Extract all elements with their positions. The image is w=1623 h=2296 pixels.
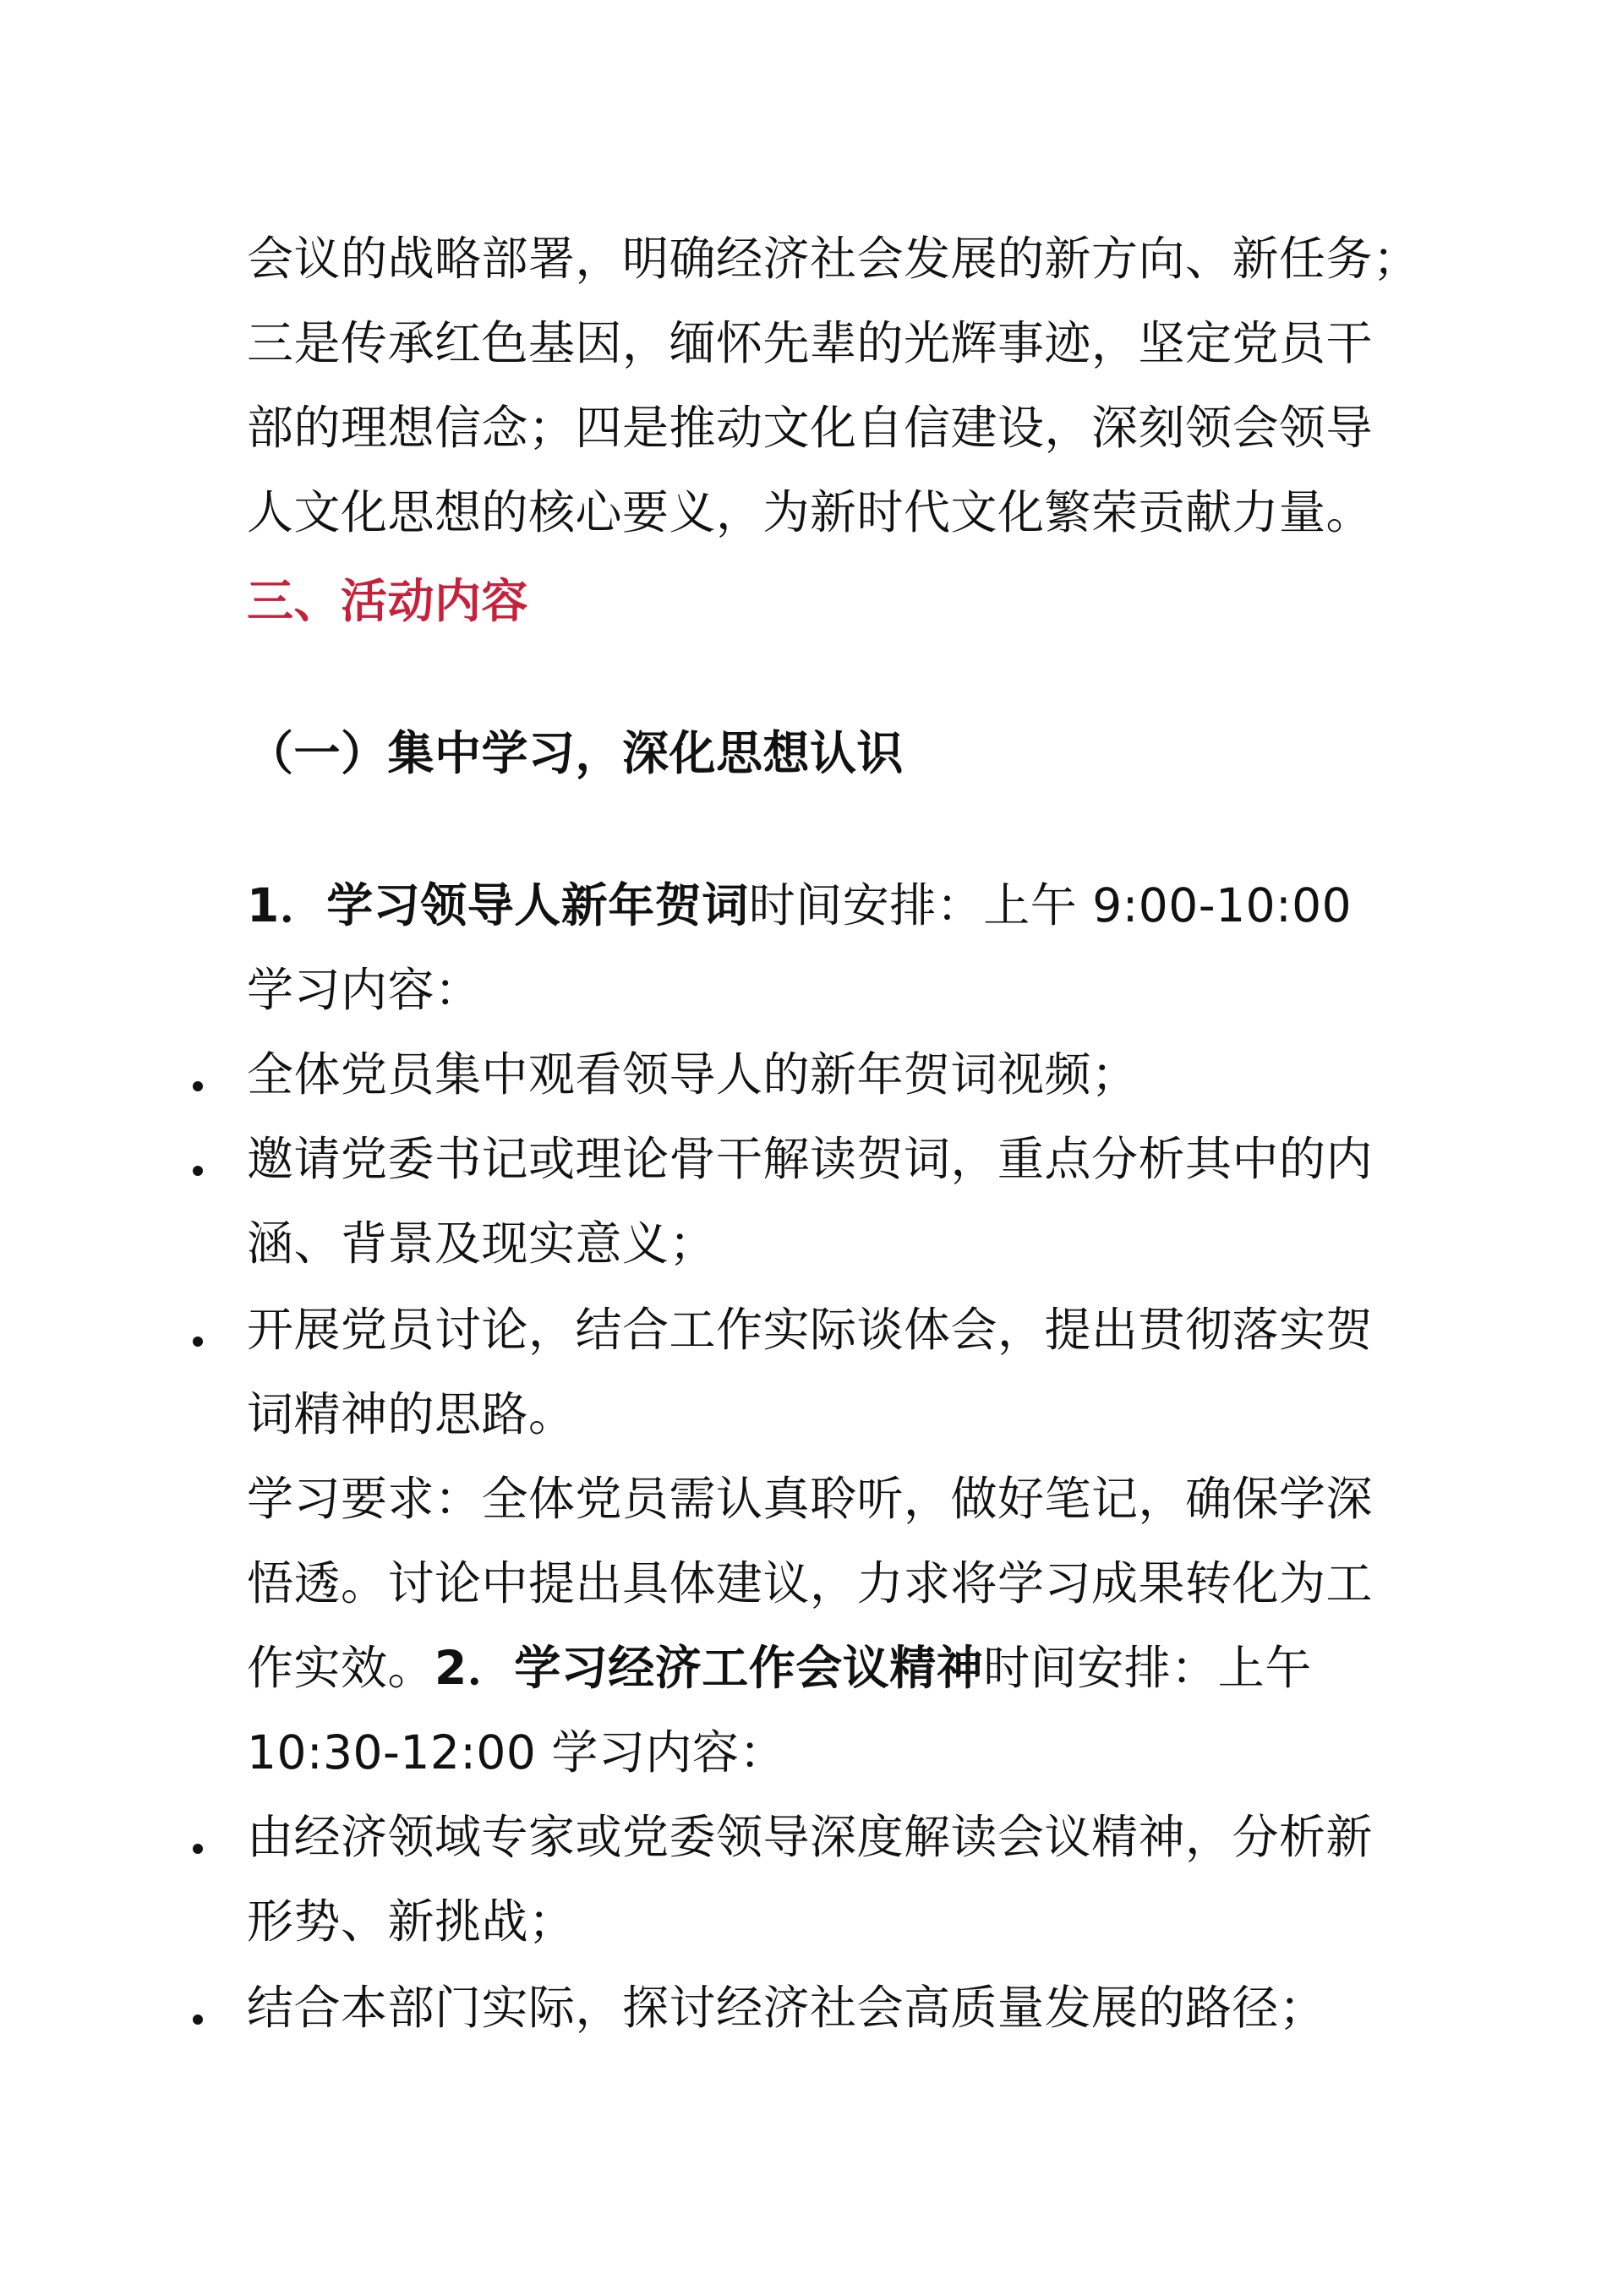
intro-line-2: 三是传承红色基因，缅怀先辈的光辉事迹，坚定党员干 (247, 316, 1374, 370)
item2-time-b: 10:30-12:00 学习内容： (247, 1725, 786, 1779)
item2-bullet-1-line-1: 由经济领域专家或党委领导深度解读会议精神，分析新 (247, 1810, 1374, 1864)
bullet-dot (193, 1844, 203, 1854)
item1-title: 1．学习领导人新年贺词 (247, 878, 749, 932)
intro-line-3: 部的理想信念；四是推动文化自信建设，深刻领会领导 (247, 401, 1374, 455)
intro-line-1: 会议的战略部署，明确经济社会发展的新方向、新任务； (247, 232, 1420, 286)
section-heading: 三、活动内容 (247, 574, 529, 628)
item1-title-line (247, 876, 1352, 935)
item1-bullet-1: 全体党员集中观看领导人的新年贺词视频； (247, 1047, 1139, 1102)
bullet-dot (193, 1166, 203, 1176)
bullet-dot (193, 1081, 203, 1091)
item2-bullet-2: 结合本部门实际，探讨经济社会高质量发展的路径； (247, 1981, 1326, 2035)
item1-bullet-2-line-1: 邀请党委书记或理论骨干解读贺词，重点分析其中的内 (247, 1132, 1374, 1186)
item1-bullet-3-line-2: 词精神的思路。 (247, 1387, 576, 1441)
item2-title-line (247, 1638, 1312, 1697)
item1-requirement-line-2: 悟透。讨论中提出具体建议，力求将学习成果转化为工 (247, 1556, 1374, 1610)
intro-line-4: 人文化思想的核心要义，为新时代文化繁荣贡献力量。 (247, 485, 1374, 539)
item1-content-label: 学习内容： (247, 963, 482, 1017)
item1-requirement-line-1: 学习要求：全体党员需认真聆听，做好笔记，确保学深 (247, 1472, 1374, 1526)
item2-time-a: 时间安排：上午 (983, 1641, 1312, 1695)
subsection-heading: （一）集中学习，深化思想认识 (247, 726, 904, 780)
bullet-dot (193, 2014, 203, 2025)
item2-bullet-1-line-2: 形势、新挑战； (247, 1894, 576, 1949)
item1-requirement-tail: 作实效。 (247, 1641, 435, 1695)
item1-bullet-2-line-2: 涵、背景及现实意义； (247, 1216, 717, 1271)
item1-bullet-3-line-1: 开展党员讨论，结合工作实际谈体会，提出贯彻落实贺 (247, 1303, 1374, 1357)
item2-title: 2．学习经济工作会议精神 (434, 1641, 984, 1695)
item1-time: 时间安排：上午 9:00-10:00 (748, 878, 1352, 932)
bullet-dot (193, 1337, 203, 1347)
